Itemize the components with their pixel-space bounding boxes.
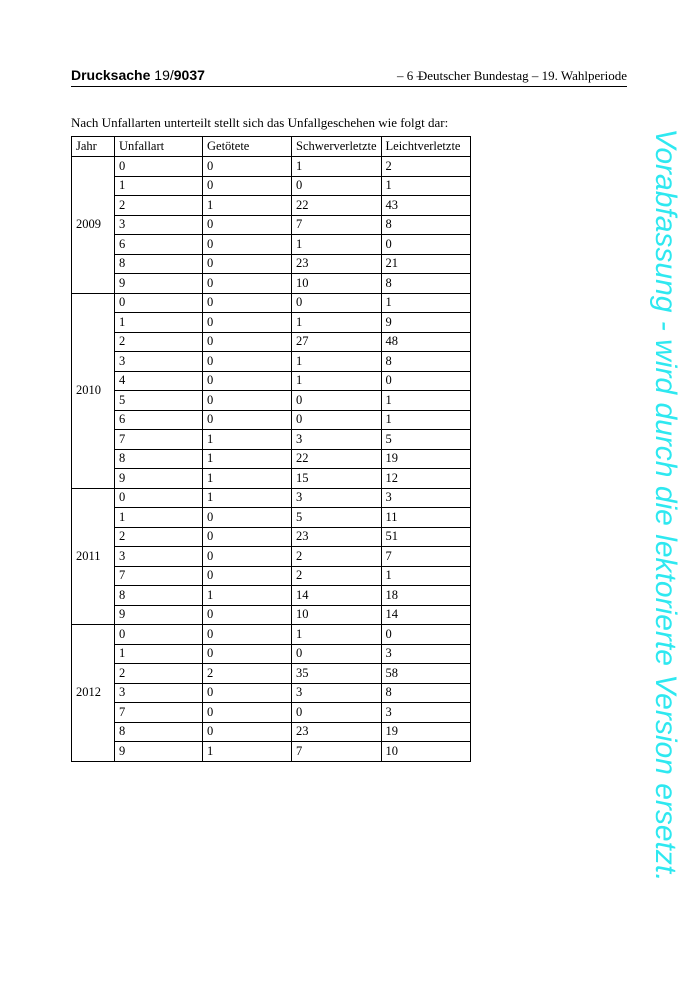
column-header: Getötete — [203, 137, 292, 157]
accident-type-cell: 8 — [115, 722, 203, 742]
seriously-injured-cell: 1 — [292, 371, 382, 391]
seriously-injured-cell: 2 — [292, 547, 382, 567]
killed-cell: 0 — [203, 235, 292, 255]
slightly-injured-cell: 8 — [381, 683, 470, 703]
slightly-injured-cell: 51 — [381, 527, 470, 547]
seriously-injured-cell: 22 — [292, 449, 382, 469]
table-row — [72, 313, 471, 333]
killed-cell: 0 — [203, 332, 292, 352]
header-organization: Deutscher Bundestag – 19. Wahlperiode — [417, 68, 627, 83]
slightly-injured-cell: 43 — [381, 196, 470, 216]
seriously-injured-cell: 35 — [292, 664, 382, 684]
accident-type-cell: 7 — [115, 430, 203, 450]
killed-cell: 1 — [203, 196, 292, 216]
slightly-injured-cell: 19 — [381, 722, 470, 742]
accident-type-cell: 2 — [115, 664, 203, 684]
slightly-injured-cell: 8 — [381, 352, 470, 372]
accident-type-cell: 4 — [115, 371, 203, 391]
seriously-injured-cell: 2 — [292, 566, 382, 586]
slightly-injured-cell: 0 — [381, 371, 470, 391]
killed-cell: 0 — [203, 605, 292, 625]
seriously-injured-cell: 1 — [292, 625, 382, 645]
killed-cell: 0 — [203, 722, 292, 742]
killed-cell: 0 — [203, 410, 292, 430]
accident-type-cell: 9 — [115, 469, 203, 489]
slightly-injured-cell: 12 — [381, 469, 470, 489]
seriously-injured-cell: 7 — [292, 742, 382, 762]
killed-cell: 0 — [203, 391, 292, 411]
seriously-injured-cell: 5 — [292, 508, 382, 528]
table-row — [72, 215, 471, 235]
killed-cell: 0 — [203, 274, 292, 294]
table-row — [72, 644, 471, 664]
slightly-injured-cell: 3 — [381, 488, 470, 508]
killed-cell: 0 — [203, 527, 292, 547]
slightly-injured-cell: 8 — [381, 215, 470, 235]
slightly-injured-cell: 0 — [381, 625, 470, 645]
accident-type-cell: 7 — [115, 703, 203, 723]
table-row — [72, 410, 471, 430]
seriously-injured-cell: 0 — [292, 703, 382, 723]
table-row — [72, 547, 471, 567]
killed-cell: 0 — [203, 313, 292, 333]
seriously-injured-cell: 23 — [292, 254, 382, 274]
seriously-injured-cell: 10 — [292, 605, 382, 625]
killed-cell: 0 — [203, 215, 292, 235]
seriously-injured-cell: 3 — [292, 488, 382, 508]
accident-type-cell: 0 — [115, 157, 203, 177]
killed-cell: 0 — [203, 625, 292, 645]
seriously-injured-cell: 15 — [292, 469, 382, 489]
slightly-injured-cell: 1 — [381, 391, 470, 411]
accident-type-cell: 9 — [115, 742, 203, 762]
accident-type-cell: 1 — [115, 508, 203, 528]
killed-cell: 1 — [203, 586, 292, 606]
column-header: Unfallart — [115, 137, 203, 157]
slightly-injured-cell: 1 — [381, 410, 470, 430]
table-row — [72, 235, 471, 255]
seriously-injured-cell: 10 — [292, 274, 382, 294]
accident-type-cell: 5 — [115, 391, 203, 411]
slightly-injured-cell: 18 — [381, 586, 470, 606]
column-header: Schwerverletzte — [292, 137, 382, 157]
slightly-injured-cell: 3 — [381, 703, 470, 723]
killed-cell: 1 — [203, 469, 292, 489]
intro-text: Nach Unfallarten unterteilt stellt sich das Unfallgeschehen wie folgt dar: — [71, 115, 449, 130]
accident-table — [71, 136, 471, 762]
slightly-injured-cell: 2 — [381, 157, 470, 177]
table-row — [72, 371, 471, 391]
slightly-injured-cell: 1 — [381, 293, 470, 313]
seriously-injured-cell: 0 — [292, 391, 382, 411]
seriously-injured-cell: 0 — [292, 644, 382, 664]
doc-number: 9037 — [173, 67, 205, 83]
table-row — [72, 742, 471, 762]
table-row — [72, 508, 471, 528]
slightly-injured-cell: 3 — [381, 644, 470, 664]
killed-cell: 0 — [203, 371, 292, 391]
seriously-injured-cell: 0 — [292, 176, 382, 196]
year-cell: 2009 — [72, 157, 115, 294]
accident-type-cell: 2 — [115, 196, 203, 216]
table-row — [72, 352, 471, 372]
slightly-injured-cell: 48 — [381, 332, 470, 352]
slightly-injured-cell: 19 — [381, 449, 470, 469]
slightly-injured-cell: 11 — [381, 508, 470, 528]
table-row — [72, 527, 471, 547]
table-row — [72, 254, 471, 274]
accident-type-cell: 1 — [115, 644, 203, 664]
killed-cell: 0 — [203, 508, 292, 528]
table-row — [72, 176, 471, 196]
year-cell: 2011 — [72, 488, 115, 625]
table-row — [72, 293, 471, 313]
slightly-injured-cell: 14 — [381, 605, 470, 625]
table-row — [72, 196, 471, 216]
accident-type-cell: 1 — [115, 313, 203, 333]
accident-type-cell: 3 — [115, 215, 203, 235]
table-body — [72, 157, 471, 762]
accident-type-cell: 6 — [115, 235, 203, 255]
accident-type-cell: 0 — [115, 625, 203, 645]
accident-type-cell: 7 — [115, 566, 203, 586]
accident-type-cell: 2 — [115, 332, 203, 352]
accident-type-cell: 9 — [115, 274, 203, 294]
page-header — [71, 66, 627, 87]
slightly-injured-cell: 7 — [381, 547, 470, 567]
killed-cell: 0 — [203, 157, 292, 177]
year-cell: 2010 — [72, 293, 115, 488]
accident-type-cell: 0 — [115, 488, 203, 508]
killed-cell: 1 — [203, 488, 292, 508]
column-header: Leichtverletzte — [381, 137, 470, 157]
doc-label: Drucksache — [71, 67, 151, 83]
accident-type-cell: 3 — [115, 352, 203, 372]
doc-number-prefix: 19/ — [154, 67, 174, 83]
seriously-injured-cell: 3 — [292, 683, 382, 703]
table-header-row — [72, 137, 471, 157]
accident-type-cell: 3 — [115, 547, 203, 567]
seriously-injured-cell: 23 — [292, 722, 382, 742]
seriously-injured-cell: 1 — [292, 313, 382, 333]
table-row — [72, 274, 471, 294]
killed-cell: 0 — [203, 254, 292, 274]
slightly-injured-cell: 1 — [381, 176, 470, 196]
seriously-injured-cell: 27 — [292, 332, 382, 352]
accident-type-cell: 8 — [115, 254, 203, 274]
table-row — [72, 488, 471, 508]
accident-type-cell: 3 — [115, 683, 203, 703]
slightly-injured-cell: 1 — [381, 566, 470, 586]
page-number: – 6 – — [397, 68, 423, 83]
killed-cell: 0 — [203, 683, 292, 703]
killed-cell: 1 — [203, 742, 292, 762]
table-row — [72, 449, 471, 469]
slightly-injured-cell: 9 — [381, 313, 470, 333]
table-row — [72, 332, 471, 352]
table-row — [72, 586, 471, 606]
table-row — [72, 566, 471, 586]
table-row — [72, 664, 471, 684]
accident-type-cell: 9 — [115, 605, 203, 625]
seriously-injured-cell: 7 — [292, 215, 382, 235]
killed-cell: 1 — [203, 449, 292, 469]
seriously-injured-cell: 22 — [292, 196, 382, 216]
seriously-injured-cell: 0 — [292, 410, 382, 430]
accident-type-cell: 0 — [115, 293, 203, 313]
seriously-injured-cell: 3 — [292, 430, 382, 450]
table-row — [72, 469, 471, 489]
accident-type-cell: 8 — [115, 586, 203, 606]
table-row — [72, 157, 471, 177]
seriously-injured-cell: 14 — [292, 586, 382, 606]
table-row — [72, 722, 471, 742]
accident-type-cell: 1 — [115, 176, 203, 196]
killed-cell: 2 — [203, 664, 292, 684]
table-row — [72, 703, 471, 723]
killed-cell: 0 — [203, 566, 292, 586]
table-row — [72, 391, 471, 411]
killed-cell: 0 — [203, 703, 292, 723]
slightly-injured-cell: 21 — [381, 254, 470, 274]
table-row — [72, 625, 471, 645]
killed-cell: 0 — [203, 176, 292, 196]
seriously-injured-cell: 1 — [292, 352, 382, 372]
watermark: Vorabfassung - wird durch die lektorierte Version ersetzt. — [649, 128, 682, 882]
killed-cell: 0 — [203, 293, 292, 313]
accident-type-cell: 8 — [115, 449, 203, 469]
slightly-injured-cell: 8 — [381, 274, 470, 294]
seriously-injured-cell: 0 — [292, 293, 382, 313]
killed-cell: 0 — [203, 352, 292, 372]
seriously-injured-cell: 1 — [292, 157, 382, 177]
slightly-injured-cell: 0 — [381, 235, 470, 255]
table-row — [72, 605, 471, 625]
accident-type-cell: 6 — [115, 410, 203, 430]
killed-cell: 0 — [203, 547, 292, 567]
slightly-injured-cell: 5 — [381, 430, 470, 450]
column-header: Jahr — [72, 137, 115, 157]
seriously-injured-cell: 1 — [292, 235, 382, 255]
seriously-injured-cell: 23 — [292, 527, 382, 547]
year-cell: 2012 — [72, 625, 115, 762]
slightly-injured-cell: 58 — [381, 664, 470, 684]
accident-type-cell: 2 — [115, 527, 203, 547]
document-number — [71, 67, 205, 83]
killed-cell: 0 — [203, 644, 292, 664]
table-row — [72, 430, 471, 450]
table-row — [72, 683, 471, 703]
slightly-injured-cell: 10 — [381, 742, 470, 762]
killed-cell: 1 — [203, 430, 292, 450]
